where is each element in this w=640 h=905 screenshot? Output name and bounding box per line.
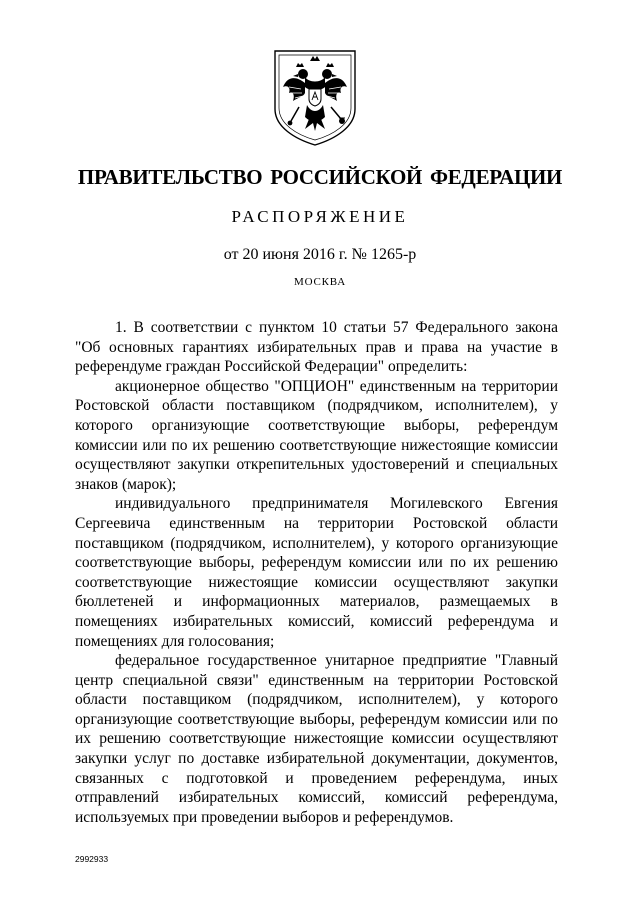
paragraph: 1. В соответствии с пунктом 10 статьи 57 Федерального закона "Об основных гарантиях избирательных прав и права на участие в референдуме граждан Российской Федерации" определить: <box>75 319 558 376</box>
paragraph: федеральное государственное унитарное предприятие "Главный центр специальной связи" единственным на территории Ростовской области поставщиком (подрядчиком, исполнителем), у которого организующие соответствующие выборы, референдум комиссии или по их решению соответствующие нижестоящие комиссии осуществляют закупки услуг по доставке избирательной документации, документов, связанных с подготовкой и проведением референдума, иных отправлений избирательных комиссий, комиссий референдума, используемых при проведении выборов и референдумов. <box>75 652 558 826</box>
document-type: РАСПОРЯЖЕНИЕ <box>231 207 409 226</box>
document-code: 2992933 <box>75 854 109 864</box>
page-title: ПРАВИТЕЛЬСТВО РОССИЙСКОЙ ФЕДЕРАЦИИ <box>77 165 563 189</box>
coat-of-arms-icon <box>269 47 361 147</box>
document-city: МОСКВА <box>294 276 346 288</box>
document-body <box>75 318 558 827</box>
paragraph: индивидуального предпринимателя Могилевского Евгения Сергеевича единственным на территории Ростовской области поставщиком (подрядчиком, исполнителем), у которого организующие соответствующие выборы, референдум комиссии или по их решению соответствующие нижестоящие комиссии осуществляют закупки бюллетеней и информационных материалов, размещаемых в помещениях избирательных комиссий, комиссий референдума и помещениях для голосования; <box>75 495 558 650</box>
document-date-number: от 20 июня 2016 г. № 1265-р <box>223 246 417 263</box>
paragraph: акционерное общество "ОПЦИОН" единственным на территории Ростовской области поставщиком (подрядчиком, исполнителем), у которого организующие соответствующие выборы, референдум комиссии или по их решению соответствующие нижестоящие комиссии осуществляют закупки открепительных удостоверений и специальных знаков (марок); <box>75 377 558 493</box>
